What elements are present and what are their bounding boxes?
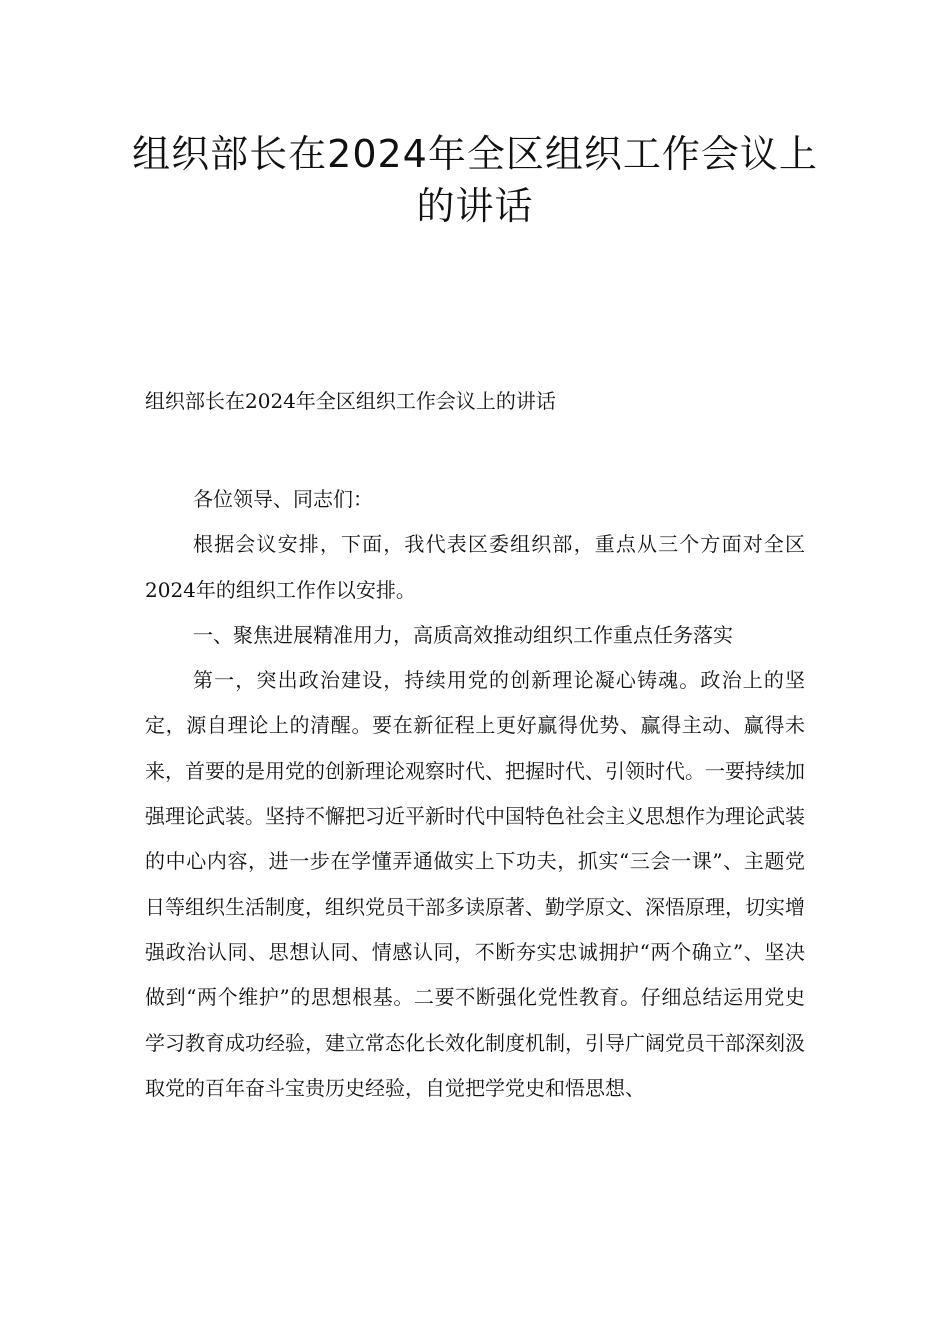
body-paragraph: 第一，突出政治建设，持续用党的创新理论凝心铸魂。政治上的坚定，源自理论上的清醒。要在新征程上更好赢得优势、赢得主动、赢得未来，首要的是用党的创新理论观察时代、把握时代、引领时代。一要持续加强理论武装。坚持不懈把习近平新时代中国特色社会主义思想作为理论武装的中心内容，进一步在学懂弄通做实上下功夫，抓实“三会一课”、主题党日等组织生活制度，组织党员干部多读原著、勤学原文、深悟原理，切实增强政治认同、思想认同、情感认同，不断夯实忠诚拥护“两个确立”、坚决做到“两个维护”的思想根基。二要不断强化党性教育。仔细总结运用党史学习教育成功经验，建立常态化长效化制度机制，引导广阔党员干部深刻汲取党的百年奋斗宝贵历史经验，自觉把学党史和悟思想、 (145, 668, 805, 1100)
section-heading-1: 一、聚焦进展精准用力，高质高效推动组织工作重点任务落实 (193, 622, 733, 647)
document-body (145, 477, 805, 1111)
document-subtitle: 组织部长在2024年全区组织工作会议上的讲话 (145, 389, 556, 413)
intro-paragraph: 根据会议安排，下面，我代表区委组织部，重点从三个方面对全区2024年的组织工作作以安排。 (145, 532, 805, 602)
greeting-paragraph: 各位领导、同志们： (193, 487, 373, 511)
document-title: 组织部长在2024年全区组织工作会议上的讲话 (132, 132, 818, 228)
